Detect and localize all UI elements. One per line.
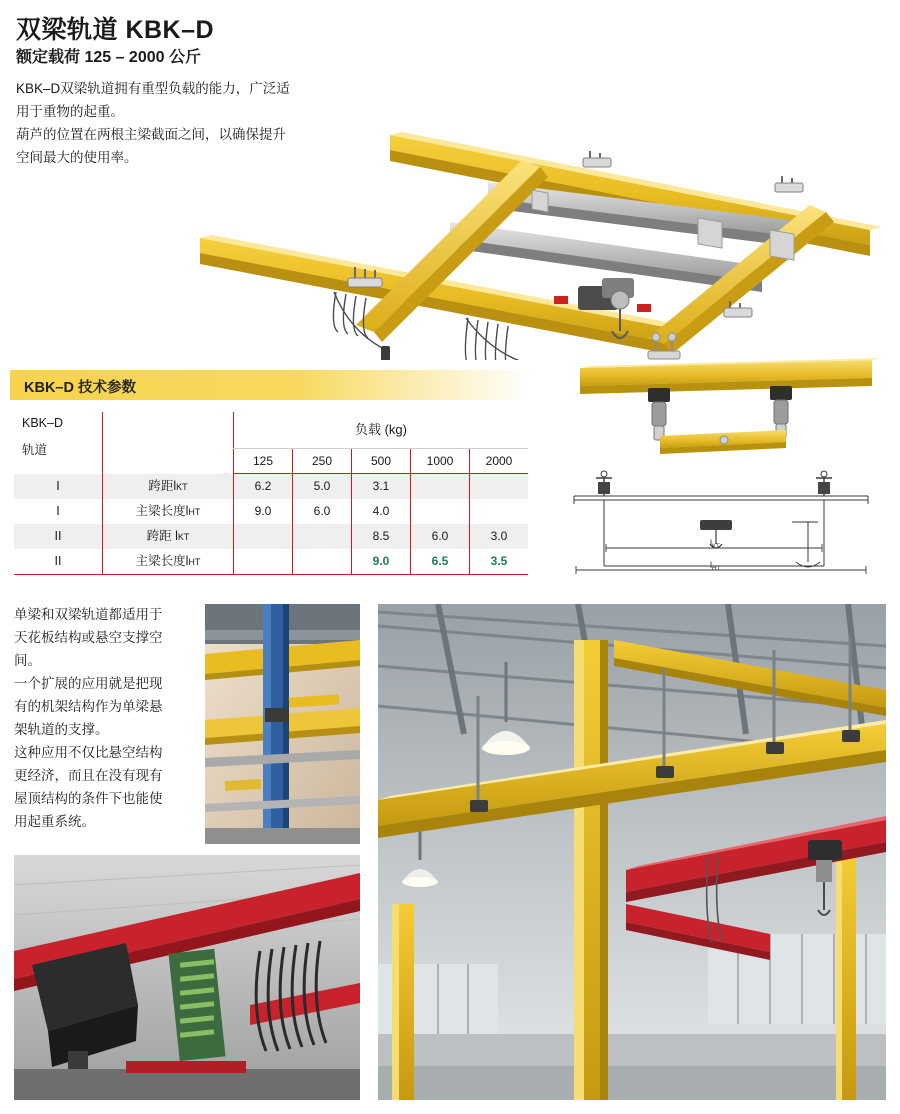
table-row <box>14 549 528 575</box>
table-header-row-1 <box>14 412 528 449</box>
spec-table-wrap <box>14 412 528 575</box>
lower-line: 屋顶结构的条件下也能使 <box>14 791 163 806</box>
drawing-festoon <box>792 522 820 567</box>
corner-line-2: 轨道 <box>22 443 48 457</box>
intro-line: 空间最大的使用率。 <box>16 150 138 165</box>
lower-line: 单梁和双梁轨道都适用于 <box>14 607 163 622</box>
yellow-column <box>574 640 608 1100</box>
lower-line: 用起重系统。 <box>14 814 95 829</box>
row-type: II <box>54 529 62 543</box>
dimension-lines <box>576 544 866 574</box>
yellow-column-right <box>836 854 856 1100</box>
load-header: 负载 (kg) <box>234 412 529 449</box>
spec-section-bar <box>10 370 530 400</box>
load-col-2000: 2000 <box>470 449 529 474</box>
dim-label-kt: $l_{KT}$ <box>710 538 720 550</box>
row-label <box>103 474 234 499</box>
row-type: II <box>14 549 103 575</box>
load-col-1000: 1000 <box>411 449 470 474</box>
row-value: 5.0 <box>293 474 352 499</box>
row-label <box>103 524 234 549</box>
row-label-sub: KT <box>176 481 188 492</box>
drawing-dimension-diagram <box>560 470 890 590</box>
lower-line: 天花板结构或悬空支撑空 <box>14 630 163 645</box>
row-label-sub: HT <box>188 556 201 567</box>
row-value <box>411 474 470 499</box>
lower-line: 架轨道的支撑。 <box>14 722 109 737</box>
row-value-highlight: 6.5 <box>411 549 470 575</box>
dim-label-ht: $l_{HT}$ <box>710 560 720 572</box>
load-col-500: 500 <box>352 449 411 474</box>
drawing-side-view <box>560 330 890 465</box>
row-value <box>234 549 293 575</box>
intro-line: KBK–D双梁轨道拥有重型负载的能力，广泛适 <box>16 81 290 96</box>
corner-line-1: KBK–D <box>22 416 63 430</box>
table-row <box>14 499 528 524</box>
lower-line: 间。 <box>14 653 41 668</box>
row-value: 6.2 <box>234 474 293 499</box>
row-value-highlight: 3.5 <box>470 549 529 575</box>
photo-factory-hall <box>378 604 886 1100</box>
row-label-main: 跨距l <box>148 478 177 493</box>
row-value: 3.0 <box>470 524 529 549</box>
row-value: 8.5 <box>352 524 411 549</box>
row-value <box>234 524 293 549</box>
frame-lines <box>574 496 868 566</box>
intro-line: 用于重物的起重。 <box>16 104 124 119</box>
main-girder <box>580 358 882 394</box>
lower-line: 有的机架结构作为单梁悬 <box>14 699 163 714</box>
row-value: 6.0 <box>411 524 470 549</box>
row-value <box>470 499 529 524</box>
lower-line: 更经济，而且在没有现有 <box>14 768 163 783</box>
drawing-hangers <box>596 471 832 496</box>
spec-section-title: KBK–D 技术参数 <box>24 380 136 396</box>
table-corner-header <box>14 412 103 474</box>
top-hanger <box>648 333 680 359</box>
page-title: 双梁轨道 KBK–D <box>16 16 215 44</box>
table-row <box>14 474 528 499</box>
row-value: 4.0 <box>352 499 411 524</box>
lower-text <box>14 604 196 834</box>
row-value: 3.1 <box>352 474 411 499</box>
row-label-main: 主梁长度l <box>135 503 189 518</box>
load-col-125: 125 <box>234 449 293 474</box>
yellow-column-left <box>392 904 414 1100</box>
cross-beam <box>660 430 786 454</box>
trolley-left <box>648 388 670 440</box>
photo-rack-support <box>205 604 360 844</box>
row-value <box>470 474 529 499</box>
photo-hoist-closeup <box>14 855 360 1100</box>
pendant-control <box>381 346 390 360</box>
spec-table <box>14 412 528 575</box>
row-value: 6.0 <box>293 499 352 524</box>
page-subtitle: 额定载荷 125 – 2000 公斤 <box>16 49 201 66</box>
row-label <box>103 549 234 575</box>
row-type: I <box>56 504 60 518</box>
intro-line: 葫芦的位置在两根主梁截面之间，以确保提升 <box>16 127 286 142</box>
row-type: I <box>56 479 60 493</box>
lower-line: 这种应用不仅比悬空结构 <box>14 745 163 760</box>
row-value <box>293 549 352 575</box>
row-label-sub: KT <box>177 531 190 542</box>
trolley-right <box>770 386 792 438</box>
row-value <box>411 499 470 524</box>
table-row <box>14 524 528 549</box>
lower-line: 一个扩展的应用就是把现 <box>14 676 163 691</box>
row-value-highlight: 9.0 <box>352 549 411 575</box>
row-value <box>293 524 352 549</box>
hero-crane-illustration <box>150 70 890 360</box>
row-label-main: 跨距 l <box>146 528 178 543</box>
load-col-250: 250 <box>293 449 352 474</box>
row-label-main: 主梁长度l <box>135 553 189 568</box>
row-value: 9.0 <box>234 499 293 524</box>
row-label-sub: HT <box>188 506 201 517</box>
row-label <box>103 499 234 524</box>
